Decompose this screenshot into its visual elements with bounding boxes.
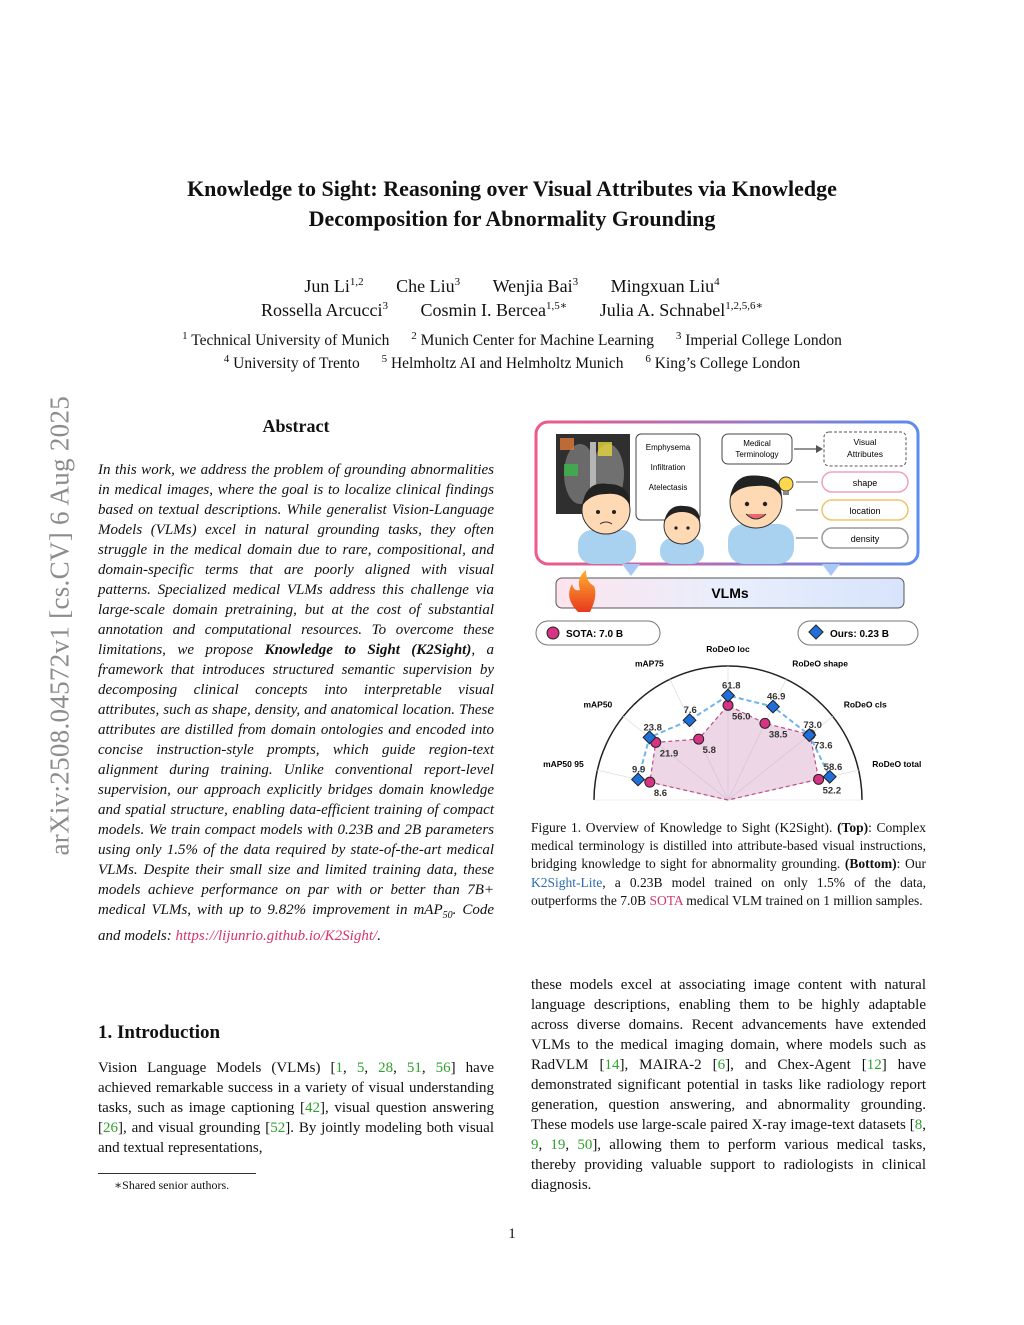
label-infiltration: Infiltration — [650, 463, 686, 472]
sota-value-label: 56.0 — [732, 711, 751, 723]
affiliation: $^1$ Technical University of Munich — [182, 330, 390, 350]
author: Rossella Arcucci$^3$ — [261, 300, 389, 320]
sota-value-label: 8.6 — [653, 788, 668, 800]
attribute-pills — [822, 472, 908, 548]
author: Che Liu$^3$ — [396, 276, 461, 296]
sota-value-label: 5.8 — [702, 745, 716, 757]
sota-point — [760, 718, 770, 728]
legend-sota — [536, 621, 660, 645]
affiliation: $^3$ Imperial College London — [675, 330, 842, 350]
ours-value-label: 73.0 — [803, 720, 822, 732]
ours-value-label: 46.9 — [766, 691, 786, 703]
radar-axis-label: RoDeO shape — [792, 658, 848, 669]
down-arrow-icon — [622, 564, 640, 576]
sota-point — [645, 777, 655, 787]
affiliation: $^4$ University of Trento — [223, 353, 360, 373]
intro-heading: 1. Introduction — [98, 1022, 221, 1043]
title-line-2: Decomposition for Abnormality Grounding — [308, 206, 716, 231]
radar-chart — [543, 644, 921, 800]
visual-attributes-box — [824, 432, 906, 466]
citation[interactable]: 9 — [531, 1137, 539, 1153]
citation[interactable]: 26 — [103, 1120, 118, 1136]
intro-text: Vision Language Models (VLMs) [1, 5, 28, 51, 56] have achieved remarkable success in a variety of visual understanding tasks, such as image captioning [42], visual question answering [26], and visual grounding [52]. By jointly modeling both visual and textual representations, — [98, 1060, 495, 1156]
attribute-shape: shape — [852, 478, 878, 488]
figure-caption: Figure 1. Overview of Knowledge to Sight (K2Sight). (Top): Complex medical terminology is distilled into attribute-based visual instructions, bridging knowledge to sight for abnormality grounding. (Bottom): Our K2Sight-Lite, a 0.23B model trained on only 1.5% of the data, outperforms the 7.0B SOTA medical VLM trained on 1 million samples. — [531, 820, 927, 908]
ours-value-label: 23.8 — [643, 722, 662, 734]
ours-value-label: 58.6 — [823, 761, 843, 773]
k2sight-lite-link[interactable]: K2Sight-Lite — [531, 874, 603, 890]
medical-terminology-l1: Medical — [743, 439, 771, 448]
radar-axis-label: RoDeO loc — [706, 644, 750, 654]
down-arrow-icon — [822, 564, 840, 576]
citation[interactable]: 52 — [270, 1120, 286, 1136]
radar-axis-label: mAP50 95 — [543, 759, 584, 770]
citation[interactable]: 50 — [577, 1137, 593, 1153]
legend-ours-label: Ours: 0.23 B — [830, 629, 889, 640]
page-number: 1 — [508, 1226, 516, 1242]
abstract-text: In this work, we address the problem of grounding abnormalities in medical images, where the goal is to localize clinical findings based on textual descriptions. While generalist Vision-Language Models (VLMs) excel in natural grounding tasks, they often struggle in the medical domain due to rare, compositional, and domain-specific terms that are poorly aligned with visual patterns. Specialized medical VLMs address this challenge via large-scale domain pretraining, but at the cost of substantial annotation and computational resources. To overcome these limitations, we propose Knowledge to Sight (K2Sight), a framework that introduces structured semantic supervision by decomposing clinical concepts into interpretable visual attributes, such as shape, density, and anatomical location. These attributes are distilled from domain ontologies and encoded into concise instruction-style prompts, which guide region-text alignment during training. Unlike conventional report-level supervision, our approach explicitly bridges domain knowledge and spatial structure, enabling data-efficient training of compact models. We train compact models with 0.23B and 2B parameters using only 1.5% of the data required by state-of-the-art medical VLMs. Despite their small size and limited training data, these models achieve performance on par with or better than 7B+ medical VLMs, with up to 9.82% improvement in mAP$_{50}$. Code and models: https://lijunrio.github.io/K2Sight/. — [98, 462, 494, 944]
sota-value-label: 52.2 — [822, 785, 842, 797]
affiliation: $^2$ Munich Center for Machine Learning — [411, 330, 654, 350]
sota-point — [814, 774, 824, 784]
affiliation: $^6$ King’s College London — [645, 353, 801, 373]
author: Jun Li$^{1,2}$ — [304, 276, 364, 296]
sota-value-label: 38.5 — [768, 729, 788, 741]
legend-ours — [798, 621, 918, 645]
citation[interactable]: 14 — [604, 1057, 620, 1073]
radar-axis-label: RoDeO total — [872, 759, 922, 770]
label-emphysema: Emphysema — [645, 443, 691, 452]
attribute-density: density — [850, 534, 880, 544]
code-link[interactable]: https://lijunrio.github.io/K2Sight/ — [175, 928, 378, 944]
vlms-label: VLMs — [711, 585, 749, 601]
sota-value-label: 21.9 — [659, 748, 679, 760]
legend-sota-label: SOTA: 7.0 B — [566, 629, 624, 640]
citation[interactable]: 42 — [304, 1100, 320, 1116]
sota-link[interactable]: SOTA — [649, 892, 683, 908]
affiliation: $^5$ Helmholtz AI and Helmholtz Munich — [381, 353, 624, 373]
ours-value-label: 61.8 — [722, 680, 741, 692]
citation[interactable]: 6 — [717, 1057, 726, 1073]
citation[interactable]: 1 — [335, 1060, 344, 1076]
citation[interactable]: 56 — [435, 1060, 451, 1076]
ours-value-label: 7.6 — [683, 705, 697, 717]
affiliations-row-2 — [110, 348, 914, 375]
visual-attributes-l2: Attributes — [847, 449, 883, 459]
visual-attributes-l1: Visual — [853, 437, 877, 447]
author: Cosmin I. Bercea$^{1,5∗}$ — [420, 300, 568, 320]
author: Mingxuan Liu$^4$ — [610, 276, 720, 296]
footnote: ∗Shared senior authors. — [114, 1178, 230, 1192]
medical-terminology-l2: Terminology — [735, 450, 779, 459]
medical-terminology-bubble — [722, 434, 792, 464]
arxiv-watermark: arXiv:2508.04572v1 [cs.CV] 6 Aug 2025 — [44, 395, 75, 856]
label-atelectasis: Atelectasis — [648, 483, 688, 492]
citation[interactable]: 12 — [866, 1057, 882, 1073]
radar-axis-label: mAP50 — [583, 699, 613, 710]
author: Wenjia Bai$^3$ — [492, 276, 579, 296]
citation[interactable]: 8 — [914, 1117, 923, 1133]
author: Julia A. Schnabel$^{1,2,5,6∗}$ — [599, 300, 763, 320]
citation[interactable]: 28 — [378, 1060, 394, 1076]
figure-1 — [528, 414, 928, 806]
abstract-heading: Abstract — [262, 416, 330, 436]
footnote-rule — [98, 1173, 256, 1174]
radar-axis-label: RoDeO cls — [843, 699, 887, 710]
citation[interactable]: 5 — [356, 1060, 365, 1076]
attribute-location: location — [849, 506, 881, 516]
authors-row-2 — [110, 294, 914, 322]
title-line-1: Knowledge to Sight: Reasoning over Visual Attributes via Knowledge — [187, 176, 837, 201]
sota-point — [694, 734, 704, 744]
right-column-text: these models excel at associating image content with natural language descriptions, enabling them to be highly adaptable across diverse domains. Recent advancements have extended VLMs to the medical imaging domain, where models such as RadVLM [14], MAIRA-2 [6], and Chex-Agent [12] have demonstrated significant potential in tasks like radiology report generation, question answering, and abnormality grounding. These models use large-scale paired X-ray image-text datasets [8, 9, 19, 50], allowing them to perform various medical tasks, thereby providing valuable support to radiologists in clinical diagnosis. — [531, 977, 926, 1193]
sota-value-label: 73.6 — [814, 740, 833, 752]
paper-title — [110, 174, 914, 234]
citation[interactable]: 51 — [406, 1060, 422, 1076]
citation[interactable]: 19 — [550, 1137, 566, 1153]
fire-icon — [569, 570, 595, 612]
radar-axis-label: mAP75 — [634, 658, 664, 669]
ours-value-label: 9.9 — [632, 764, 646, 776]
